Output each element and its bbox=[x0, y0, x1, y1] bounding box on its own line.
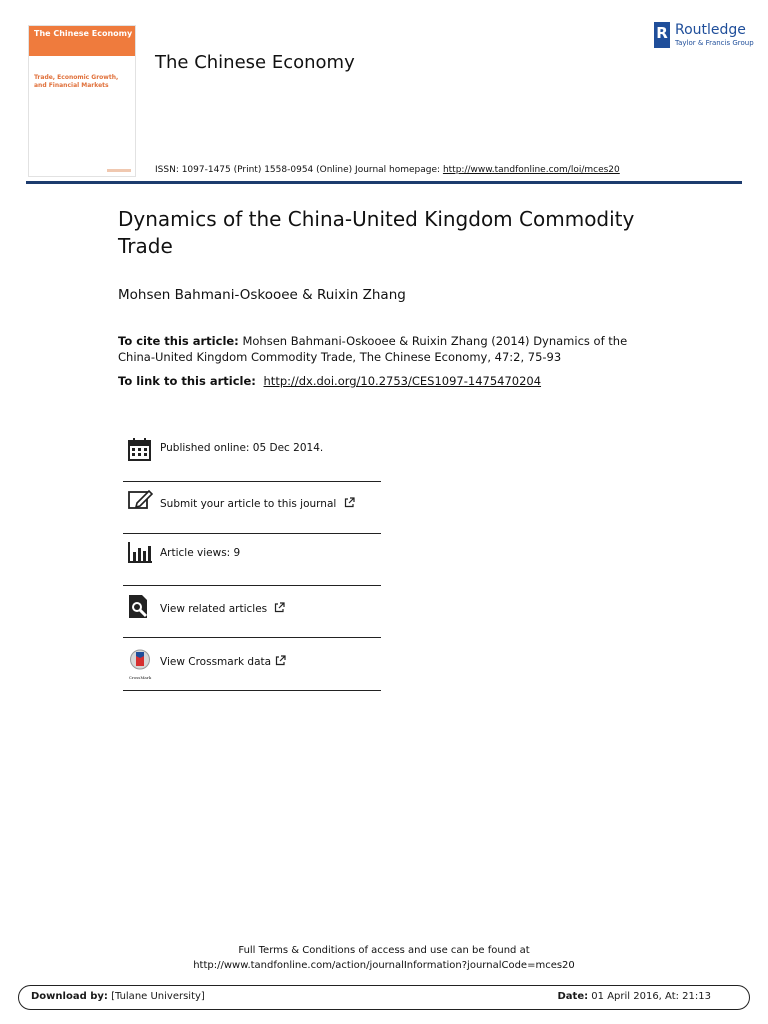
crossmark-row[interactable] bbox=[123, 639, 381, 691]
terms-notice bbox=[0, 943, 768, 973]
citation bbox=[118, 333, 648, 365]
submit-article-link[interactable] bbox=[160, 497, 355, 510]
journal-cover bbox=[28, 25, 136, 177]
external-link-icon bbox=[274, 602, 285, 613]
article-authors: Mohsen Bahmani-Oskooee & Ruixin Zhang bbox=[118, 287, 406, 303]
routledge-logo-icon: R bbox=[654, 22, 670, 48]
crossmark-icon bbox=[127, 649, 153, 680]
date-value: 01 April 2016, At: 21:13 bbox=[591, 991, 711, 1002]
crossmark-text: View Crossmark data bbox=[160, 656, 272, 668]
link-label: To link to this article: bbox=[118, 374, 256, 388]
external-link-icon bbox=[275, 655, 286, 666]
crossmark-logo-text: CrossMark bbox=[128, 675, 152, 680]
download-date bbox=[557, 991, 711, 1002]
crossmark-link[interactable] bbox=[160, 655, 286, 668]
issn-line bbox=[155, 165, 620, 175]
submit-article-row[interactable] bbox=[123, 482, 381, 534]
publisher-name: Routledge bbox=[675, 22, 746, 38]
citation-text: Mohsen Bahmani-Oskooee & Ruixin Zhang (2014) Dynamics of the China-United Kingdom Commodity Trade, The Chinese Economy, 47:2, 75-93 bbox=[118, 334, 628, 364]
related-articles-link[interactable] bbox=[160, 602, 285, 615]
article-views-text: Article views: 9 bbox=[160, 547, 241, 559]
terms-url[interactable]: http://www.tandfonline.com/action/journalInformation?journalCode=mces20 bbox=[193, 960, 575, 971]
published-online-text: Published online: 05 Dec 2014. bbox=[160, 442, 324, 454]
citation-label: To cite this article: bbox=[118, 334, 239, 348]
article-title: Dynamics of the China-United Kingdom Commodity Trade bbox=[118, 207, 635, 258]
date-label: Date: bbox=[557, 991, 589, 1002]
edit-icon bbox=[127, 487, 153, 513]
submit-article-text: Submit your article to this journal bbox=[160, 498, 337, 510]
cover-subtitle: Trade, Economic Growth, and Financial Markets bbox=[34, 74, 119, 89]
doi-link[interactable]: http://dx.doi.org/10.2753/CES1097-1475470204 bbox=[263, 374, 542, 388]
header-divider bbox=[26, 181, 742, 184]
journal-homepage-link[interactable]: http://www.tandfonline.com/loi/mces20 bbox=[442, 165, 620, 175]
publisher-group: Taylor & Francis Group bbox=[675, 39, 754, 47]
journal-title: The Chinese Economy bbox=[155, 52, 355, 73]
cover-title: The Chinese Economy bbox=[29, 26, 135, 56]
download-value: [Tulane University] bbox=[111, 991, 205, 1002]
issn-text: ISSN: 1097-1475 (Print) 1558-0954 (Online) Journal homepage: bbox=[155, 165, 441, 175]
external-link-icon bbox=[344, 497, 355, 508]
download-info bbox=[31, 991, 205, 1002]
search-document-icon bbox=[127, 594, 153, 620]
cover-foot-mark bbox=[107, 169, 131, 172]
download-label: Download by: bbox=[31, 991, 108, 1002]
calendar-icon bbox=[127, 437, 153, 463]
related-articles-text: View related articles bbox=[160, 603, 268, 615]
terms-line-1: Full Terms & Conditions of access and use can be found at bbox=[238, 945, 530, 956]
download-footer bbox=[18, 985, 750, 1010]
related-articles-row[interactable] bbox=[123, 586, 381, 638]
article-link bbox=[118, 374, 541, 388]
crossmark-badge-icon bbox=[127, 649, 153, 671]
article-views-row bbox=[123, 534, 381, 586]
published-online-row bbox=[123, 430, 381, 482]
bar-chart-icon bbox=[127, 540, 153, 566]
